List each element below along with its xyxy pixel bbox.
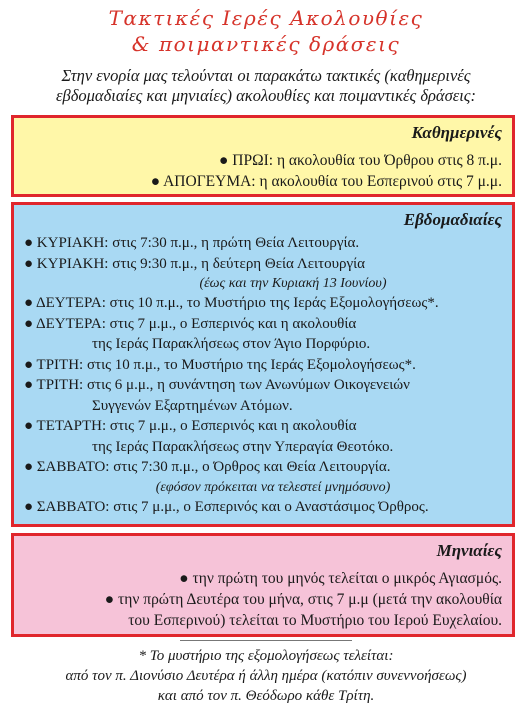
weekly-line: Συγγενών Εξαρτημένων Ατόμων. <box>92 397 293 414</box>
weekly-line: ● ΔΕΥΤΕΡΑ: στις 10 π.μ., το Μυστήριο της Ιεράς Εξομολογήσεως*. <box>24 295 439 311</box>
weekly-line: της Ιεράς Παρακλήσεως στην Υπεραγία Θεοτόκο. <box>92 438 394 455</box>
monthly-services-box <box>11 533 515 637</box>
weekly-services-box <box>11 202 515 527</box>
weekly-line: ● ΤΡΙΤΗ: στις 6 μ.μ., η συνάντηση των Ανωνύμων Οικογενειών <box>24 377 410 393</box>
weekly-note: (έως και την Κυριακή 13 Ιουνίου) <box>199 276 387 291</box>
weekly-line: ● ΤΡΙΤΗ: στις 10 π.μ., το Μυστήριο της Ιεράς Εξομολογήσεως*. <box>24 356 416 373</box>
monthly-line: ● την πρώτη Δευτέρα του μήνα, στις 7 μ.μ (μετά την ακολουθία <box>104 591 502 608</box>
page-title-line-2: & ποιμαντικές δράσεις <box>131 32 401 56</box>
weekly-line: της Ιεράς Παρακλήσεως στον Άγιο Πορφύριο. <box>92 336 371 352</box>
intro-text <box>10 66 522 106</box>
weekly-line: ● ΣΑΒΒΑΤΟ: στις 7 μ.μ., ο Εσπερινός και ο Αναστάσιμος Όρθρος. <box>24 498 429 515</box>
daily-services-box <box>11 115 515 197</box>
weekly-line: ● ΤΕΤΑΡΤΗ: στις 7 μ.μ., ο Εσπερινός και η ακολουθία <box>24 418 357 434</box>
footer-line-1: * Το μυστήριο της εξομολογήσεως τελείται: <box>138 648 394 664</box>
monthly-heading: Μηνιαίες <box>436 541 502 560</box>
daily-heading: Καθημερινές <box>411 123 502 142</box>
weekly-line: ● ΣΑΒΒΑΤΟ: στις 7:30 π.μ., ο Όρθρος και Θεία Λειτουργία. <box>24 459 391 475</box>
footer-line-2: από τον π. Διονύσιο Δευτέρα ή άλλη ημέρα (κατόπιν συνεννοήσεως) <box>65 668 467 684</box>
weekly-heading: Εβδομαδιαίες <box>403 210 502 229</box>
daily-item-morning: ● ΠΡΩΙ: η ακολουθία του Όρθρου στις 8 π.μ. <box>219 152 502 169</box>
intro-line-1: Στην ενορία μας τελούνται οι παρακάτω τακτικές (καθημερινές <box>61 66 471 85</box>
weekly-line: ● ΔΕΥΤΕΡΑ: στις 7 μ.μ., ο Εσπερινός και η ακολουθία <box>24 315 357 332</box>
monthly-line: ● την πρώτη του μηνός τελείται ο μικρός Αγιασμός. <box>179 570 502 587</box>
divider <box>180 640 352 641</box>
monthly-line: του Εσπερινού) τελείται το Μυστήριο του Ιερού Ευχελαίου. <box>128 612 502 629</box>
weekly-note: (εφόσον πρόκειται να τελεστεί μνημόσυνο) <box>155 479 391 495</box>
footer-line-3: και από τον π. Θεόδωρο κάθε Τρίτη. <box>157 688 375 704</box>
intro-line-2: εβδομαδιαίες και μηνιαίες) ακολουθίες και ποιμαντικές δράσεις: <box>56 86 476 105</box>
weekly-line: ● ΚΥΡΙΑΚΗ: στις 9:30 π.μ., η δεύτερη Θεία Λειτουργία <box>24 255 366 272</box>
weekly-line: ● ΚΥΡΙΑΚΗ: στις 7:30 π.μ., η πρώτη Θεία Λειτουργία. <box>24 235 360 251</box>
page-title-line-1: Τακτικές Ιερές Ακολουθίες <box>108 6 424 30</box>
footer-note <box>0 646 532 706</box>
daily-item-evening: ● ΑΠΟΓΕΥΜΑ: η ακολουθία του Εσπερινού στις 7 μ.μ. <box>150 173 502 190</box>
